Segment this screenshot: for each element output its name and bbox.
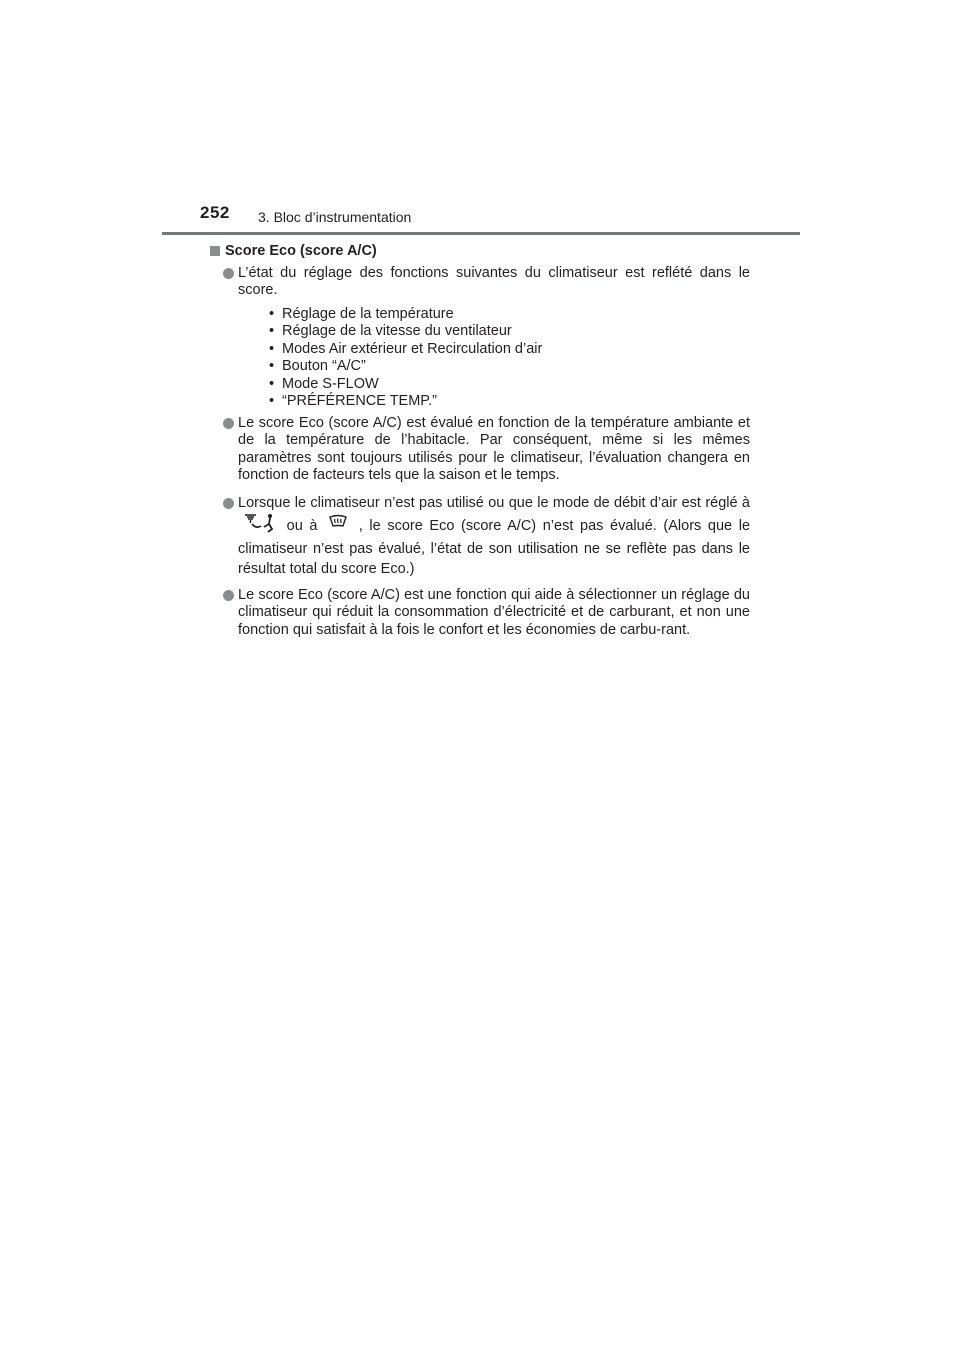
bullet-text-mid: ou à xyxy=(286,517,318,534)
round-bullet-icon xyxy=(223,268,234,279)
section-content xyxy=(210,243,750,639)
bullet-item-2 xyxy=(210,415,750,485)
sub-bullet-glyph: • xyxy=(269,340,275,357)
square-bullet-icon xyxy=(210,246,220,256)
bullet-text-part-1: Lorsque le climatiseur n’est pas utilisé ou que le mode de débit d’air est réglé à xyxy=(238,494,750,511)
sub-bullet-glyph: • xyxy=(269,323,275,339)
sub-list-item: • Réglage de la vitesse du ventilateur xyxy=(269,323,512,339)
sub-list-item: • Mode S-FLOW xyxy=(269,375,379,392)
sub-bullet-glyph: • xyxy=(269,305,275,322)
chapter-title: 3. Bloc d’instrumentation xyxy=(258,209,412,225)
sub-bullet-glyph: • xyxy=(269,375,275,392)
round-bullet-icon xyxy=(223,498,234,509)
sub-list-item: • Modes Air extérieur et Recirculation d’air xyxy=(269,340,543,357)
section-heading xyxy=(210,243,750,261)
sub-list xyxy=(266,306,750,411)
page-header xyxy=(0,0,960,240)
sub-bullet-glyph: • xyxy=(269,358,275,374)
sub-list-item: • Bouton “A/C” xyxy=(269,358,366,374)
bullet-text: Le score Eco (score A/C) est évalué en fonction de la température ambiante et de la température de l’habitacle. Par conséquent, même si les mêmes paramètres sont toujours utilisés pour le climatiseur, l’évaluation changera en fonction de facteurs tels que la saison et le temps. xyxy=(238,414,750,483)
round-bullet-icon xyxy=(223,418,234,429)
bullet-item-1 xyxy=(210,265,750,411)
sub-bullet-glyph: • xyxy=(269,393,275,409)
section-heading-text: Score Eco (score A/C) xyxy=(225,243,377,259)
bullet-item-3 xyxy=(210,493,750,579)
bullet-text: Le score Eco (score A/C) est une fonction qui aide à sélectionner un réglage du climatiseur qui réduit la consommation d’électricité et de carburant, et non une fonction qui satisfait à la fois le confort et les économies de carbu-rant. xyxy=(238,586,750,638)
sub-list-item: • Réglage de la température xyxy=(269,305,454,322)
bullet-text: L’état du réglage des fonctions suivantes du climatiseur est reflété dans le score. xyxy=(238,264,750,298)
face-foot-airflow-icon xyxy=(242,513,276,539)
header-divider xyxy=(162,232,800,235)
round-bullet-icon xyxy=(223,590,234,601)
page-number: 252 xyxy=(200,203,230,222)
sub-list-item: • “PRÉFÉRENCE TEMP.” xyxy=(269,393,437,409)
windshield-defrost-icon xyxy=(328,513,348,539)
bullet-item-4 xyxy=(210,587,750,640)
bullet-text-part-2: , le score Eco (score A/C) n’est pas évalué. (Alors que le climatiseur n’est pas évalué, l’état de son utilisation ne se reflète pas dans le résultat total du score Eco.) xyxy=(238,517,751,577)
